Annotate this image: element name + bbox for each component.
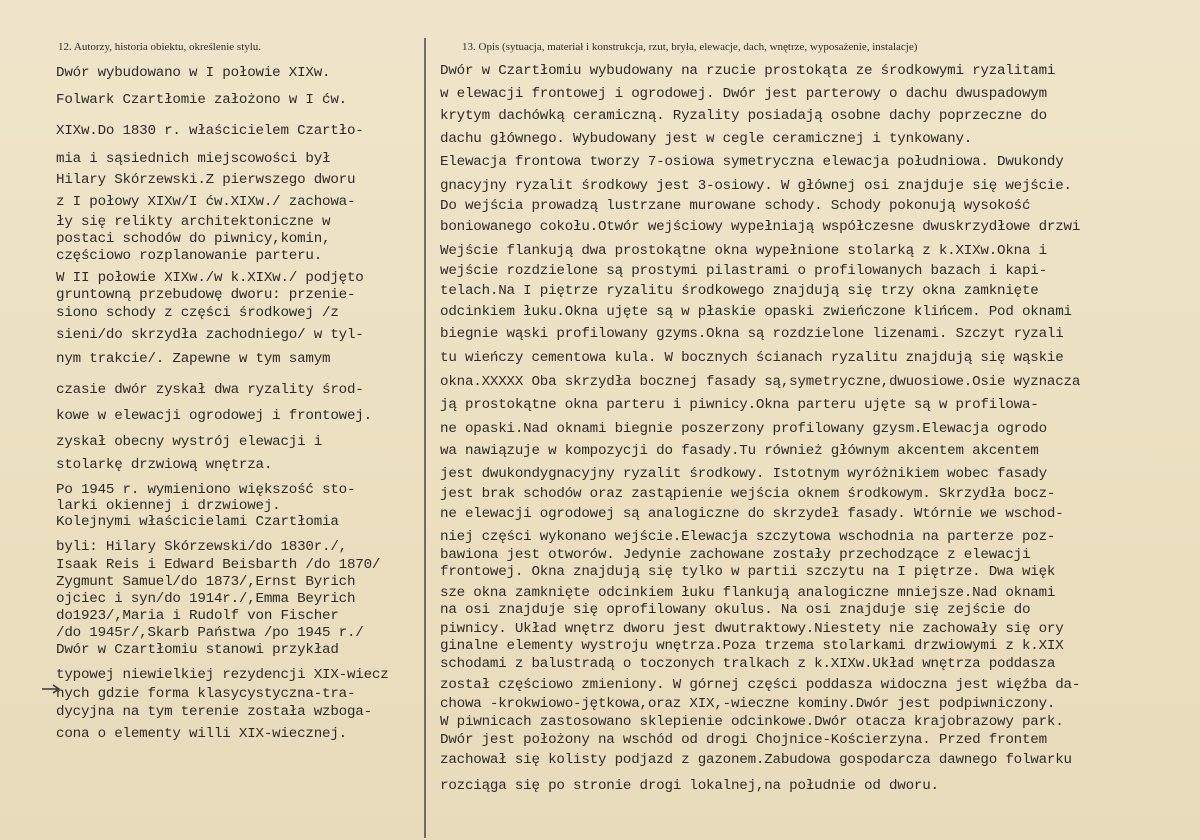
text-line: W piwnicach zastosowano sklepienie odcinkowe.Dwór otacza krajobrazowy park. [440, 714, 1064, 730]
section-12-heading: 12. Autorzy, historia obiektu, określenie stylu. [58, 41, 262, 53]
text-line: Dwór jest położony na wschód od drogi Chojnice-Kościerzyna. Przed frontem [440, 732, 1047, 748]
text-line: niej części wykonano wejście.Elewacja szczytowa wschodnia na parterze poz- [440, 529, 1056, 545]
text-line: frontowej. Okna znajdują się tylko w partii szczytu na I piętrze. Dwa więk [440, 564, 1056, 580]
text-line: częściowo rozplanowanie parteru. [56, 248, 323, 264]
text-line: Po 1945 r. wymieniono większość sto- [56, 482, 356, 498]
text-line: dycyjna na tym terenie została wzboga- [56, 704, 372, 720]
text-line: telach.Na I piętrze ryzalitu środkowego znajdują się trzy okna zamknięte [440, 283, 1039, 299]
text-line: ginalne elementy wystroju wnętrza.Poza trzema stolarkami drzwiowymi z k.XIX [440, 638, 1064, 654]
text-line: chowa -krokwiowo-jętkowa,oraz XIX,-wieczne kominy.Dwór jest podpiwniczony. [440, 696, 1056, 712]
text-line: W II połowie XIXw./w k.XIXw./ podjęto [56, 270, 364, 286]
text-line: Zygmunt Samuel/do 1873/,Ernst Byrich [56, 574, 356, 590]
text-line: do1923/,Maria i Rudolf von Fischer [56, 608, 339, 624]
text-line: sze okna zamknięte odcinkiem łuku flankują analogiczne mniejsze.Nad oknami [440, 585, 1056, 601]
text-line: Wejście flankują dwa prostokątne okna wypełnione stolarką z k.XIXw.Okna i [440, 243, 1047, 259]
text-line: ne opaski.Nad oknami biegnie poszerzony profilowany gzysm.Elewacja ogrodo [440, 421, 1047, 437]
text-line: ojciec i syn/do 1914r./,Emma Beyrich [56, 591, 356, 607]
text-line: Dwór wybudowano w I połowie XIXw. [56, 65, 331, 81]
text-line: sieni/do skrzydła zachodniego/ w tyl- [56, 327, 364, 343]
text-line: byli: Hilary Skórzewski/do 1830r./, [56, 539, 347, 555]
text-line: tu wieńczy cementowa kula. W bocznych ścianach ryzalitu znajdują się wąskie [440, 350, 1064, 366]
text-line: krytym dachówką ceramiczną. Ryzality posiadają osobne dachy poprzeczne do [440, 108, 1047, 124]
text-line: kowe w elewacji ogrodowej i frontowej. [56, 408, 372, 424]
text-line: wa nawiązuje w kompozycji do fasady.Tu również głównym akcentem akcentem [440, 443, 1039, 459]
text-line: gruntowną przebudowę dworu: przenie- [56, 287, 356, 303]
text-line: Isaak Reis i Edward Beisbarth /do 1870/ [56, 557, 381, 573]
text-line: wejście rozdzielone są prostymi pilastrami o profilowanych bazach i kapi- [440, 263, 1047, 279]
text-line: nym trakcie/. Zapewne w tym samym [56, 351, 331, 367]
text-line: Elewacja frontowa tworzy 7-osiowa symetryczna elewacja południowa. Dwukondy [440, 154, 1064, 170]
section-13-heading: 13. Opis (sytuacja, materiał i konstrukcja, rzut, bryła, elewacje, dach, wnętrze, wyposażenie, instalacje) [462, 41, 918, 53]
column-divider [424, 38, 426, 838]
text-line: odcinkiem łuku.Okna ujęte są w płaskie opaski zwieńczone klińcem. Pod oknami [440, 304, 1072, 320]
text-line: mia i sąsiednich miejscowości był [56, 151, 331, 167]
text-line: bawiona jest otworów. Jedynie zachowane zostały przechodzące z elewacji [440, 547, 1031, 563]
text-line: czasie dwór zyskał dwa ryzality środ- [56, 382, 364, 398]
text-line: piwnicy. Układ wnętrz dworu jest dwutraktowy.Niestety nie zachowały się ory [440, 621, 1064, 637]
text-line: ły się relikty architektoniczne w [56, 214, 331, 230]
text-line: Dwór w Czartłomiu wybudowany na rzucie prostokąta ze środkowymi ryzalitami [440, 63, 1056, 79]
text-line: ją prostokątne okna parteru i piwnicy.Okna parteru ujęte są w profilowa- [440, 397, 1039, 413]
text-line: okna.XXXXX Oba skrzydła bocznej fasady są,symetryczne,dwuosiowe.Osie wyznacza [440, 374, 1081, 390]
text-line: /do 1945r/,Skarb Państwa /po 1945 r./ [56, 625, 364, 641]
text-line: został częściowo zmieniony. W górnej części poddasza widoczna jest więźba da- [440, 677, 1081, 693]
text-line: larki okiennej i drzwiowej. [56, 498, 281, 514]
text-line: z I połowy XIXw/I ćw.XIXw./ zachowa- [56, 194, 356, 210]
text-line: Do wejścia prowadzą lustrzane murowane schody. Schody pokonują wysokość [440, 198, 1031, 214]
text-line: Folwark Czartłomie założono w I ćw. [56, 92, 347, 108]
text-line: cona o elementy willi XIX-wiecznej. [56, 726, 347, 742]
text-line: na osi znajduje się oprofilowany okulus. Na osi znajduje się zejście do [440, 602, 1031, 618]
text-line: w elewacji frontowej i ogrodowej. Dwór jest parterowy o dachu dwuspadowym [440, 86, 1047, 102]
text-line: jest dwukondygnacyjny ryzalit środkowy. Istotnym wyróżnikiem wobec fasady [440, 466, 1047, 482]
text-line: Hilary Skórzewski.Z pierwszego dworu [56, 172, 356, 188]
text-line: schodami z balustradą o toczonych tralkach z k.XIXw.Układ wnętrza poddasza [440, 656, 1056, 672]
text-line: Dwór w Czartłomiu stanowi przykład [56, 642, 339, 658]
text-line: typowej niewielkiej rezydencji XIX-wiecz [56, 667, 389, 683]
text-line: siono schody z części środkowej /z [56, 305, 339, 321]
text-line: Kolejnymi właścicielami Czartłomia [56, 514, 339, 530]
text-line: zachował się kolisty podjazd z gazonem.Zabudowa gospodarcza dawnego folwarku [440, 752, 1072, 768]
text-line: stolarkę drzwiową wnętrza. [56, 457, 273, 473]
text-line: ne elewacji ogrodowej są analogiczne do skrzydeł fasady. Wtórnie we wschod- [440, 506, 1064, 522]
text-line: boniowanego cokołu.Otwór wejściowy wypełniają współczesne dwuskrzydłowe drzwi [440, 219, 1081, 235]
text-line: gnacyjny ryzalit środkowy jest 3-osiowy. W głównej osi znajduje się wejście. [440, 178, 1072, 194]
text-line: XIXw.Do 1830 r. właścicielem Czartło- [56, 123, 364, 139]
text-line: postaci schodów do piwnicy,komin, [56, 231, 331, 247]
text-line: zyskał obecny wystrój elewacji i [56, 434, 323, 450]
text-line: nych gdzie forma klasycystyczna-tra- [56, 686, 356, 702]
text-line: biegnie wąski profilowany gzyms.Okna są rozdzielone lizenami. Szczyt ryzali [440, 326, 1064, 342]
text-line: dachu głównego. Wybudowany jest w cegle ceramicznej i tynkowany. [440, 131, 973, 147]
text-line: rozciąga się po stronie drogi lokalnej,na południe od dworu. [440, 778, 939, 794]
text-line: jest brak schodów oraz zastąpienie wejścia oknem środkowym. Skrzydła bocz- [440, 486, 1056, 502]
